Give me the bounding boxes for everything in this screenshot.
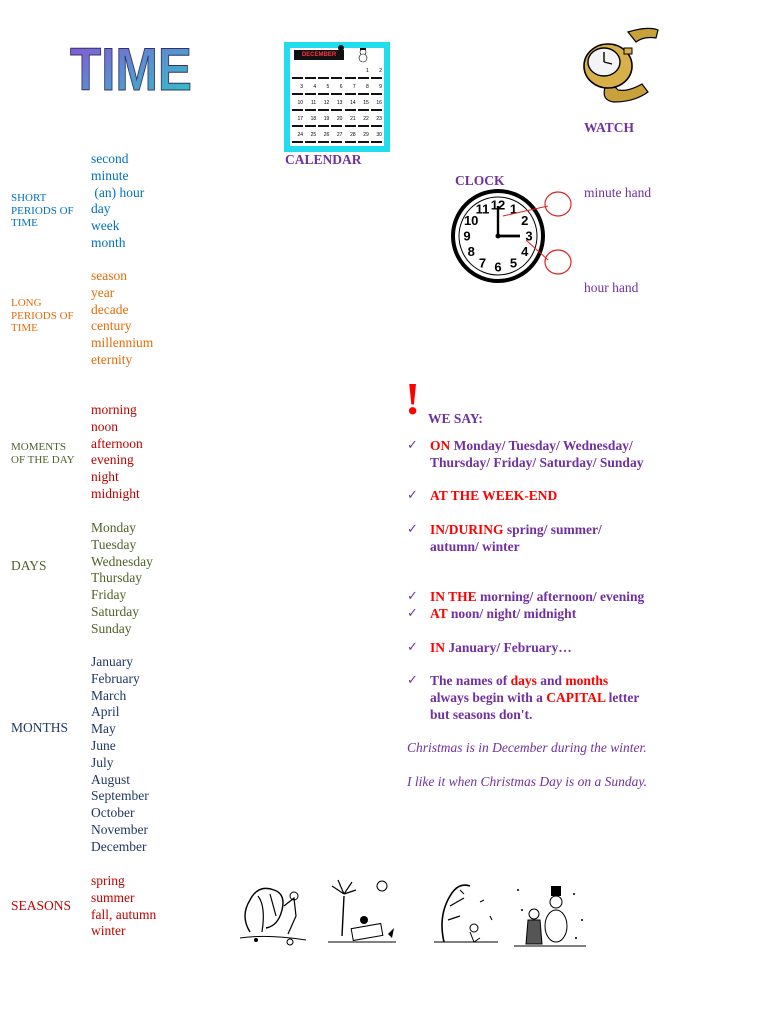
category-short-periods: SHORT PERIODS OF TIME <box>11 192 74 229</box>
calendar-day: 28 <box>345 132 356 143</box>
clock-number: 12 <box>490 197 506 213</box>
rule-in: IN January/ February… <box>430 640 572 655</box>
rule-at: AT noon/ night/ midnight <box>430 606 577 621</box>
clock-number: 7 <box>478 255 487 271</box>
rule-week-end: AT THE WEEK-END <box>430 488 558 503</box>
calendar-week <box>292 132 382 141</box>
calendar-day: 6 <box>331 84 342 95</box>
calendar-day <box>292 68 303 79</box>
category-moments: MOMENTS OF THE DAY <box>11 441 75 466</box>
calendar-day: 24 <box>292 132 303 143</box>
list-item: Thursday <box>91 570 142 586</box>
exclamation-icon: ! <box>405 373 421 424</box>
clock-number: 2 <box>521 213 529 228</box>
list-item: October <box>91 805 135 821</box>
calendar-day: 29 <box>358 132 369 143</box>
hour-hand-label: hour hand <box>584 280 639 295</box>
clock-number: 11 <box>475 201 490 217</box>
calendar-day: 17 <box>292 116 303 127</box>
list-item: morning <box>91 402 137 417</box>
check-icon: ✓ <box>407 640 418 655</box>
rule-in-during: IN/DURING spring/ summer/ autumn/ winter <box>430 522 602 554</box>
list-item: March <box>91 687 127 703</box>
fall-picture <box>430 876 502 948</box>
snowman-icon <box>356 48 370 62</box>
calendar-week <box>292 68 382 77</box>
category-months: MONTHS <box>11 720 69 735</box>
minute-hand-label: minute hand <box>584 185 652 200</box>
list-short-periods <box>91 151 144 252</box>
winter-picture <box>512 880 588 950</box>
check-icon: ✓ <box>407 488 418 503</box>
calendar-day <box>318 68 329 79</box>
check-icon: ✓ <box>407 589 418 604</box>
clock-label: CLOCK <box>455 173 505 188</box>
list-item: second <box>91 151 129 166</box>
calendar-day: 16 <box>371 100 382 111</box>
check-icon: ✓ <box>407 673 418 688</box>
calendar-day: 18 <box>305 116 316 127</box>
rule-on: ON Monday/ Tuesday/ Wednesday/ Thursday/ Friday/ Saturday/ Sunday <box>430 438 644 470</box>
list-seasons <box>91 873 156 940</box>
calendar-day: 3 <box>292 84 303 95</box>
watch-label: WATCH <box>584 120 635 135</box>
list-item: winter <box>91 923 126 939</box>
we-say-heading: WE SAY: <box>428 411 483 426</box>
calendar-day: 20 <box>331 116 342 127</box>
calendar-day: 23 <box>371 116 382 127</box>
calendar-label: CALENDAR <box>285 152 362 167</box>
clock-picture <box>448 186 578 286</box>
calendar-day: 11 <box>305 100 316 111</box>
list-item: afternoon <box>91 435 143 451</box>
calendar-day: 2 <box>371 68 382 79</box>
list-item: Monday <box>91 520 136 535</box>
list-days <box>91 520 153 638</box>
list-item: January <box>91 654 133 669</box>
calendar-day: 30 <box>371 132 382 143</box>
calendar-day: 22 <box>358 116 369 127</box>
list-item: November <box>91 821 148 837</box>
calendar-day: 13 <box>331 100 342 111</box>
list-months <box>91 654 149 856</box>
example-sentence: I like it when Christmas Day is on a Sunday. <box>407 774 647 789</box>
calendar-ring-icon <box>338 45 344 51</box>
list-item: August <box>91 771 131 787</box>
list-item: year <box>91 284 115 300</box>
rule-in-the: IN THE morning/ afternoon/ evening <box>430 589 645 604</box>
calendar-day: 12 <box>318 100 329 111</box>
list-item: June <box>91 737 116 753</box>
list-item: fall, autumn <box>91 906 157 922</box>
calendar-day <box>345 68 356 79</box>
watch-icon <box>578 22 664 106</box>
example-sentence: Christmas is in December during the winter. <box>407 740 647 755</box>
calendar-day: 15 <box>358 100 369 111</box>
list-moments <box>91 402 143 503</box>
calendar-day <box>331 68 342 79</box>
list-item: September <box>91 788 149 804</box>
calendar-day: 5 <box>318 84 329 95</box>
check-icon: ✓ <box>407 606 418 621</box>
list-item: Sunday <box>91 620 132 636</box>
calendar-month: DECEMBER <box>294 50 344 60</box>
list-item: December <box>91 838 147 854</box>
calendar-day: 21 <box>345 116 356 127</box>
list-item: week <box>91 218 120 234</box>
list-item: minute <box>91 167 129 183</box>
list-item: month <box>91 234 126 250</box>
list-item: night <box>91 469 119 485</box>
list-item: evening <box>91 452 134 468</box>
list-item: February <box>91 670 140 686</box>
calendar-day: 14 <box>345 100 356 111</box>
list-item: noon <box>91 418 118 434</box>
list-item: decade <box>91 301 129 317</box>
list-item: eternity <box>91 351 133 367</box>
list-item: April <box>91 704 120 720</box>
spring-picture <box>236 876 312 948</box>
calendar-day: 8 <box>358 84 369 95</box>
list-item: summer <box>91 889 135 905</box>
list-item: July <box>91 754 114 770</box>
category-long-periods: LONG PERIODS OF TIME <box>11 297 74 334</box>
clock-number: 4 <box>521 244 529 259</box>
list-item: century <box>91 318 132 334</box>
clock-number: 9 <box>463 228 471 244</box>
calendar-day: 1 <box>358 68 369 79</box>
calendar-picture <box>284 42 390 152</box>
calendar-day: 7 <box>345 84 356 95</box>
check-icon: ✓ <box>407 522 418 537</box>
list-item: Saturday <box>91 603 139 619</box>
time-title <box>66 28 196 108</box>
list-item: (an) hour <box>91 184 145 200</box>
calendar-day: 4 <box>305 84 316 95</box>
list-item: Tuesday <box>91 536 137 552</box>
list-item: Wednesday <box>91 553 153 569</box>
list-item: May <box>91 721 116 737</box>
svg-text:TIME: TIME <box>70 36 192 103</box>
list-item: spring <box>91 873 125 888</box>
summer-picture <box>322 876 402 948</box>
clock-number: 1 <box>509 201 518 217</box>
list-item: season <box>91 268 127 283</box>
calendar-week <box>292 100 382 109</box>
category-seasons: SEASONS <box>11 898 72 913</box>
check-icon: ✓ <box>407 438 418 453</box>
list-item: Friday <box>91 587 127 603</box>
list-item: day <box>91 201 111 217</box>
calendar-day <box>305 68 316 79</box>
calendar-day: 26 <box>318 132 329 143</box>
clock-number: 10 <box>463 213 479 228</box>
clock-number: 8 <box>467 244 475 259</box>
calendar-day: 9 <box>371 84 382 95</box>
clock-number: 5 <box>509 255 518 271</box>
calendar-day: 10 <box>292 100 303 111</box>
calendar-week <box>292 84 382 93</box>
list-long-periods <box>91 268 153 369</box>
calendar-day: 27 <box>331 132 342 143</box>
clock-number: 3 <box>525 228 533 244</box>
calendar-day: 19 <box>318 116 329 127</box>
list-item: midnight <box>91 485 140 501</box>
calendar-week <box>292 116 382 125</box>
calendar-day: 25 <box>305 132 316 143</box>
rule-capital: The names of days and months always begin with a CAPITAL letter but seasons don't. <box>430 673 640 722</box>
clock-number: 6 <box>494 259 502 275</box>
category-days: DAYS <box>11 558 47 573</box>
list-item: millennium <box>91 335 154 351</box>
